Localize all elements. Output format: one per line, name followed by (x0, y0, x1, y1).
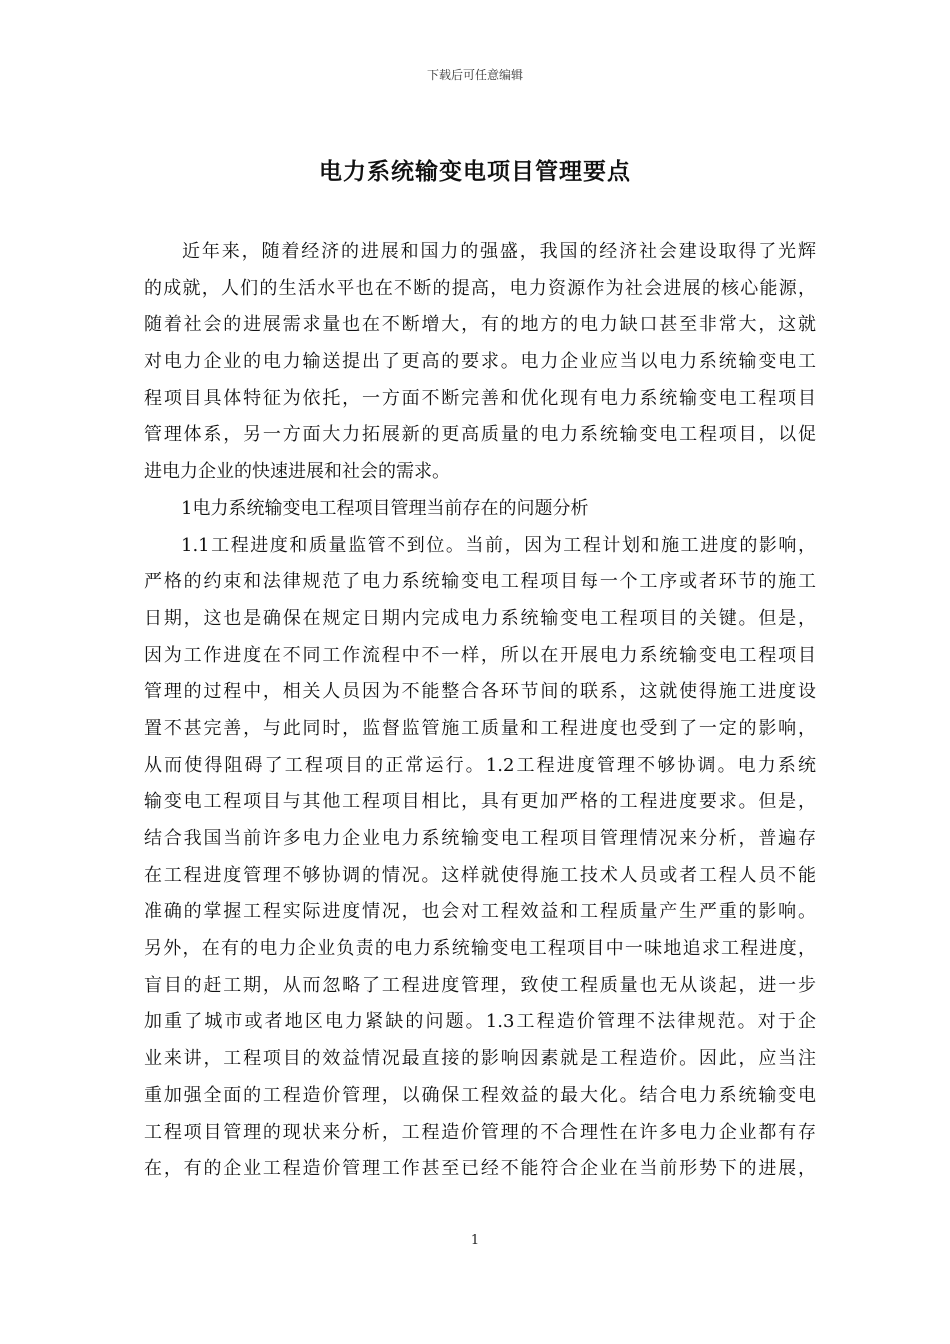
paragraph-line: 准确的掌握工程实际进度情况，也会对工程效益和工程质量产生严重的影响。 (144, 901, 816, 923)
paragraph-line: 另外，在有的电力企业负责的电力系统输变电工程项目中一味地追求工程进度， (144, 938, 816, 960)
paragraph-line: 在，有的企业工程造价管理工作甚至已经不能符合企业在当前形势下的进展， (144, 1158, 816, 1180)
paragraph-line: 因为工作进度在不同工作流程中不一样，所以在开展电力系统输变电工程项目 (144, 644, 816, 666)
paragraph-line: 1.1工程进度和质量监管不到位。当前，因为工程计划和施工进度的影响， (181, 534, 816, 556)
paragraph-line: 工程项目管理的现状来分析，工程造价管理的不合理性在许多电力企业都有存 (144, 1121, 816, 1143)
section-heading: 1电力系统输变电工程项目管理当前存在的问题分析 (181, 497, 589, 519)
paragraph-line: 对电力企业的电力输送提出了更高的要求。电力企业应当以电力系统输变电工 (144, 351, 816, 373)
paragraph-line: 输变电工程项目与其他工程项目相比，具有更加严格的工程进度要求。但是， (144, 791, 816, 813)
paragraph-line: 近年来，随着经济的进展和国力的强盛，我国的经济社会建设取得了光辉 (182, 241, 816, 262)
page-header: 下载后可任意编辑 (426, 68, 523, 82)
paragraph-line: 的成就，人们的生活水平也在不断的提高，电力资源作为社会进展的核心能源， (144, 277, 816, 299)
paragraph-line: 结合我国当前许多电力企业电力系统输变电工程项目管理情况来分析，普遍存 (144, 828, 816, 849)
paragraph-line: 进电力企业的快速进展和社会的需求。 (144, 461, 450, 483)
document-title: 电力系统输变电项目管理要点 (319, 158, 631, 185)
paragraph-line: 日期，这也是确保在规定日期内完成电力系统输变电工程项目的关键。但是， (144, 607, 816, 629)
paragraph-line: 加重了城市或者地区电力紧缺的问题。1.3工程造价管理不法律规范。对于企 (144, 1011, 816, 1033)
paragraph-line: 随着社会的进展需求量也在不断增大，有的地方的电力缺口甚至非常大，这就 (144, 314, 816, 336)
paragraph-line: 管理的过程中，相关人员因为不能整合各环节间的联系，这就使得施工进度设 (144, 681, 816, 703)
paragraph-line: 严格的约束和法律规范了电力系统输变电工程项目每一个工序或者环节的施工 (144, 571, 816, 593)
paragraph-line: 在工程进度管理不够协调的情况。这样就使得施工技术人员或者工程人员不能 (144, 864, 816, 886)
paragraph-line: 程项目具体特征为依托，一方面不断完善和优化现有电力系统输变电工程项目 (144, 387, 816, 409)
paragraph-line: 盲目的赶工期，从而忽略了工程进度管理，致使工程质量也无从谈起，进一步 (144, 974, 816, 996)
paragraph-line: 置不甚完善，与此同时，监督监管施工质量和工程进度也受到了一定的影响， (144, 717, 816, 739)
page-number: 1 (470, 1233, 480, 1248)
paragraph-line: 管理体系，另一方面大力拓展新的更高质量的电力系统输变电工程项目，以促 (144, 424, 816, 446)
paragraph-line: 业来讲，工程项目的效益情况最直接的影响因素就是工程造价。因此，应当注 (144, 1048, 816, 1070)
paragraph-line: 重加强全面的工程造价管理，以确保工程效益的最大化。结合电力系统输变电 (144, 1084, 816, 1106)
paragraph-line: 从而使得阻碍了工程项目的正常运行。1.2工程进度管理不够协调。电力系统 (144, 754, 816, 776)
document-body (144, 234, 816, 1188)
